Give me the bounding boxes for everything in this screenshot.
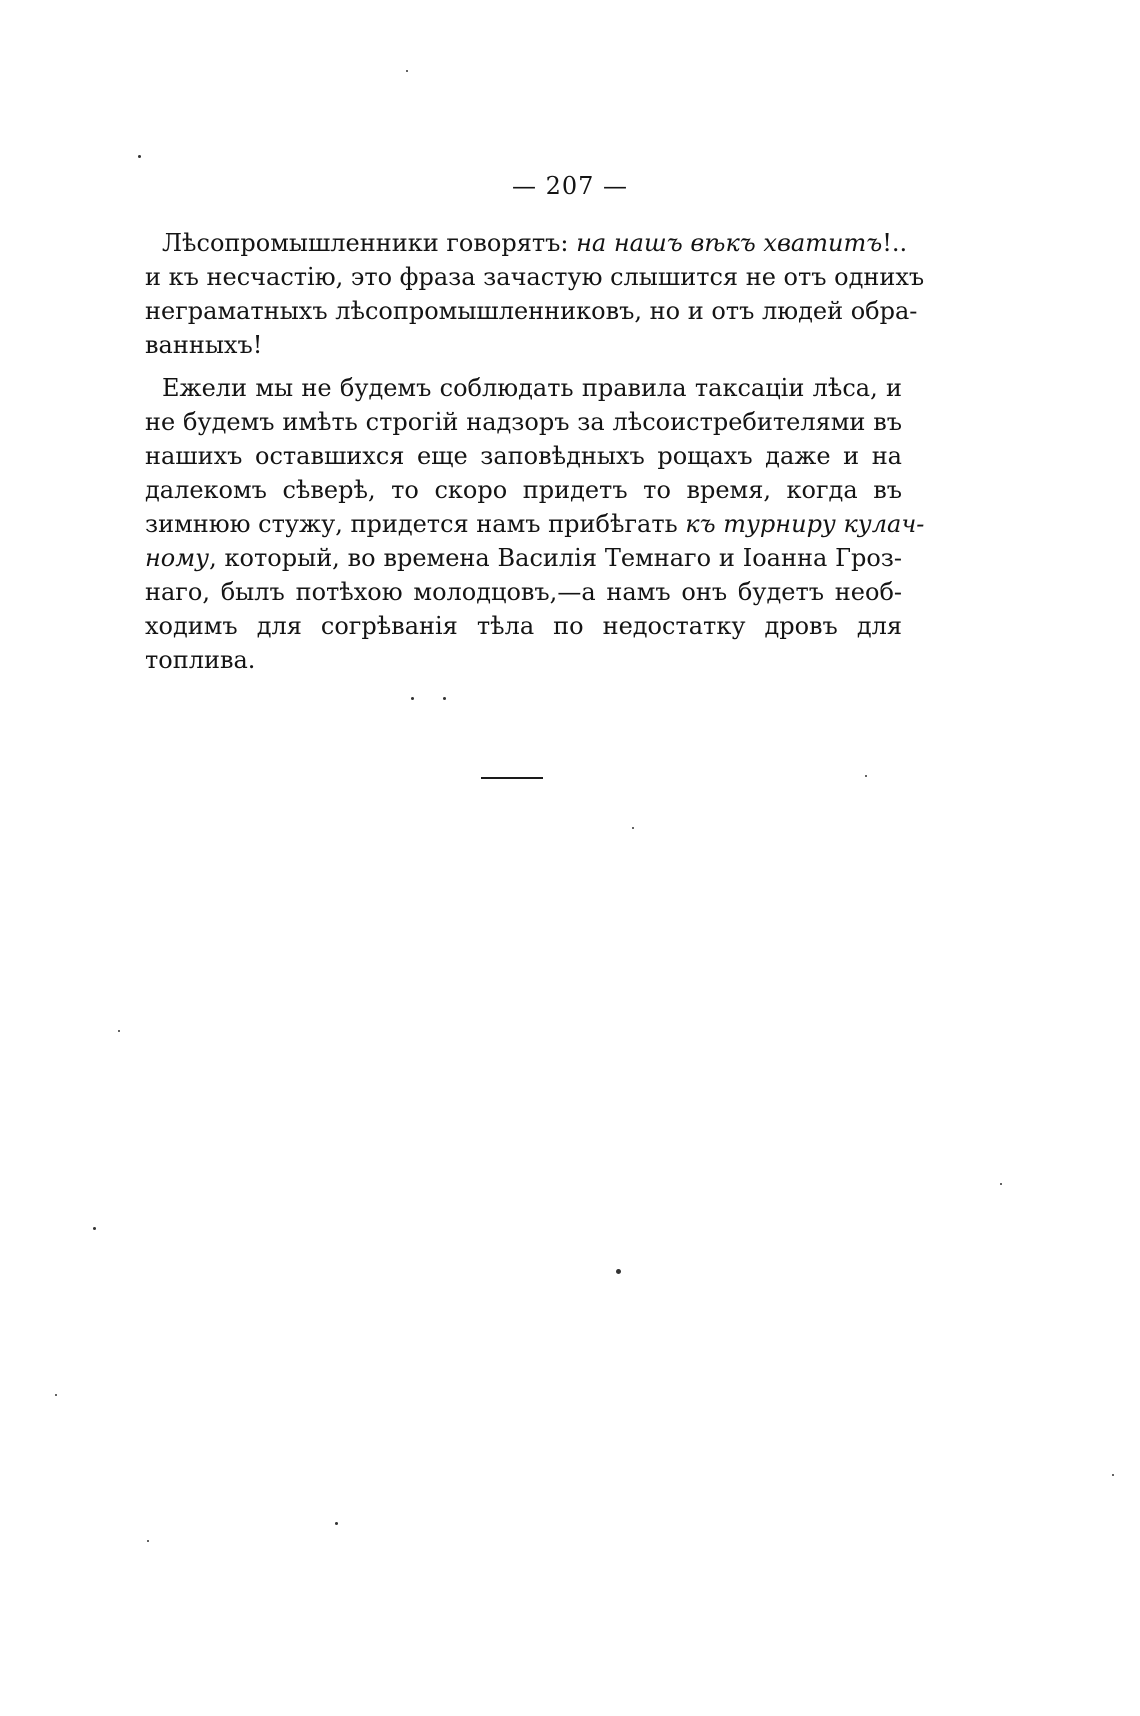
text-segment: , который, во времена Василія Темнаго и Іоанна Гроз- xyxy=(209,544,902,572)
scan-speck xyxy=(1000,1183,1002,1185)
text-line: далекомъ сѣверѣ, то скоро придетъ то время, когда въ xyxy=(145,476,902,504)
text-line: не будемъ имѣть строгій надзоръ за лѣсоистребителями въ xyxy=(145,408,902,436)
scan-speck xyxy=(406,70,408,72)
italic-phrase: ному xyxy=(145,544,210,572)
scan-speck xyxy=(93,1227,96,1230)
text-line xyxy=(145,541,902,575)
scan-speck xyxy=(147,1540,149,1542)
text-line xyxy=(145,507,925,541)
scan-speck xyxy=(411,697,414,700)
italic-phrase: къ турниру кулач- xyxy=(685,510,925,538)
text-line: топлива. xyxy=(145,646,256,674)
scan-speck xyxy=(1112,1474,1114,1476)
text-segment: Лѣсопромышленники говорятъ: xyxy=(162,229,577,257)
text-line: Ежели мы не будемъ соблюдать правила таксаціи лѣса, и xyxy=(162,374,902,402)
paragraph-2 xyxy=(145,371,925,677)
scan-speck xyxy=(616,1269,621,1274)
page-number: — 207 — xyxy=(511,172,629,200)
italic-quote: на нашъ вѣкъ хватитъ xyxy=(576,229,883,257)
scan-speck xyxy=(865,775,867,777)
text-line: нашихъ оставшихся еще заповѣдныхъ рощахъ даже и на xyxy=(145,442,902,470)
text-line: ходимъ для согрѣванія тѣла по недостатку дровъ для xyxy=(145,612,902,640)
text-line: ванныхъ! xyxy=(145,331,263,359)
scan-speck xyxy=(335,1522,338,1525)
text-line: наго, былъ потѣхою молодцовъ,—а намъ онъ будетъ необ- xyxy=(145,578,902,606)
text-line: и къ несчастію, это фраза зачастую слышится не отъ однихъ xyxy=(145,263,925,291)
scan-speck xyxy=(443,697,446,700)
text-segment: !.. xyxy=(882,229,908,257)
text-segment: зимнюю стужу, придется намъ прибѣгать xyxy=(145,510,686,538)
text-line: неграматныхъ лѣсопромышленниковъ, но и отъ людей обра- xyxy=(145,297,918,325)
scan-speck xyxy=(118,1030,120,1032)
section-end-rule xyxy=(481,777,543,779)
scan-speck xyxy=(138,155,141,158)
scan-speck xyxy=(632,827,634,829)
paragraph-1 xyxy=(145,226,925,362)
scan-speck xyxy=(55,1394,57,1396)
text-line xyxy=(145,226,908,260)
body-text xyxy=(145,226,925,686)
